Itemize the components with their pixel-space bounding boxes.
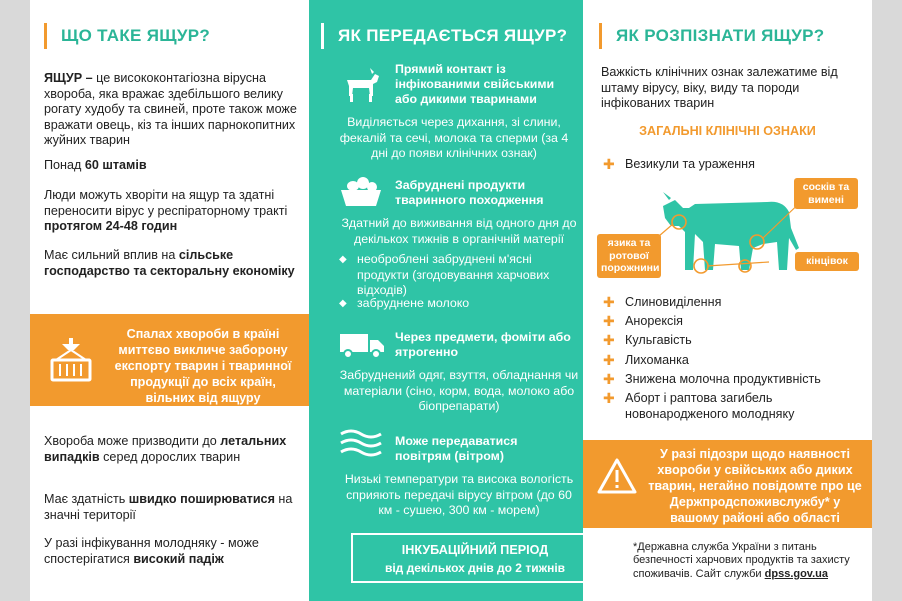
- item2-bullet-2: [339, 296, 569, 312]
- intro-text: це висококонтагіозна вірусна хвороба, яка вражає здебільшого велику рогату худобу та свиней, проте також може вражати овець, кіз та інших парнокопитних жуйних тварин: [44, 71, 297, 147]
- heading-accent-bar: [321, 23, 324, 49]
- column-recognition: [583, 0, 872, 601]
- label-limbs: кінцівок: [795, 252, 859, 271]
- strains-pre: Понад: [44, 158, 85, 172]
- column-transmission: [309, 0, 583, 601]
- deaths-paragraph: [44, 434, 302, 465]
- sign-vesicles: [603, 157, 755, 173]
- item3-title: Через предмети, фоміти або ятрогенно: [395, 330, 571, 359]
- heading-transmission: [321, 22, 567, 50]
- sign-item-1: [603, 295, 721, 311]
- spread-text: Має здатність: [44, 492, 129, 506]
- incubation-box: [351, 533, 599, 583]
- people-text: Люди можуть хворіти на ящур та здатні переносити вірус у респіраторному тракті: [44, 188, 288, 218]
- heading-accent-bar: [599, 23, 602, 49]
- people-paragraph: [44, 188, 302, 235]
- sign-item-2: [603, 314, 683, 330]
- item2-bullet-1: [339, 252, 569, 299]
- young-bold: високий падіж: [133, 551, 224, 566]
- strains-bold: 60 штамів: [84, 158, 147, 172]
- bullet-text: необроблені забруднені м'ясні продукти (згодовування харчових відходів): [357, 252, 550, 297]
- sign-text: Аборт і раптова загибель новонародженого молодняку: [625, 391, 795, 421]
- spread-paragraph: [44, 492, 302, 523]
- deaths-bold: летальних випадків: [44, 434, 287, 464]
- plus-icon: ✚: [603, 371, 615, 387]
- heading-text: ЯК ПЕРЕДАЄТЬСЯ ЯЩУР?: [338, 26, 568, 45]
- spread-tail: на значні території: [44, 492, 293, 522]
- sign-text: Везикули та ураження: [625, 157, 755, 171]
- footnote: [633, 541, 863, 581]
- column-what-is: [30, 0, 309, 601]
- spread-bold: швидко поширюватися: [128, 492, 275, 506]
- plus-icon: ✚: [603, 390, 615, 406]
- young-paragraph: [44, 536, 302, 567]
- item1-text: Виділяється через дихання, зі слини, фекалій та сечі, молока та сперми (за 4 дні до появи клінічних ознак): [339, 115, 569, 160]
- food-basket-icon: [339, 174, 383, 215]
- item3-text: Забруднений одяг, взуття, обладнання чи матеріали (сіно, корм, вода, молоко або біопрепарати): [339, 368, 579, 413]
- bullet-text: забруднене молоко: [357, 296, 470, 310]
- impact-bold: сільське господарство та секторальну економіку: [44, 248, 295, 278]
- item1-title: Прямий контакт із інфікованими свійськими або дикими тваринами: [395, 62, 555, 106]
- heading-text: ЩО ТАКЕ ЯЩУР?: [61, 26, 211, 45]
- clinical-signs-subheading: ЗАГАЛЬНІ КЛІНІЧНІ ОЗНАКИ: [639, 124, 816, 138]
- heading-recognition: [599, 22, 824, 50]
- wind-icon: [339, 426, 385, 465]
- sign-text: Лихоманка: [625, 353, 689, 367]
- sign-text: Анорексія: [625, 314, 683, 328]
- infographic-page: [30, 0, 872, 601]
- heading-what-is: [44, 22, 210, 50]
- sign-text: Знижена молочна продуктивність: [625, 372, 821, 386]
- plus-icon: ✚: [603, 294, 615, 310]
- warning-icon: [597, 458, 637, 499]
- warning-text: У разі підозри щодо наявності хвороби у свійських або диких тварин, негайно повідомте про це Держпродспоживслужбу* у вашому районі або області: [648, 447, 862, 525]
- deaths-text: Хвороба може призводити до: [44, 434, 221, 448]
- intro-bold: ЯЩУР –: [44, 71, 93, 85]
- plus-icon: ✚: [603, 156, 615, 172]
- incubation-title: ІНКУБАЦІЙНИЙ ПЕРІОД: [401, 543, 549, 557]
- sign-text: Слиновиділення: [625, 295, 722, 309]
- people-bold: протягом 24-48 годин: [44, 219, 178, 233]
- diamond-bullet-icon: ◆: [339, 298, 347, 309]
- label-mouth: язика та ротової порожнини: [597, 234, 661, 278]
- impact-text: Має сильний вплив на: [44, 248, 179, 262]
- container-crane-icon: [48, 336, 94, 389]
- item4-title: Може передаватися повітрям (вітром): [395, 434, 518, 463]
- dpss-website-link[interactable]: dpss.gov.ua: [764, 567, 829, 580]
- sign-item-3: [603, 333, 692, 349]
- plus-icon: ✚: [603, 332, 615, 348]
- sign-item-5: [603, 372, 821, 388]
- warning-box: [583, 440, 872, 528]
- plus-icon: ✚: [603, 313, 615, 329]
- incubation-text: від декількох днів до 2 тижнів: [384, 561, 566, 575]
- heading-accent-bar: [44, 23, 47, 49]
- recognition-intro: Важкість клінічних ознак залежатиме від штаму вірусу, віку, виду та породи інфікованих тварин: [601, 65, 838, 110]
- sign-item-4: [603, 353, 689, 369]
- item4-text: Низькі температури та висока вологість сприяють передачі вірусу вітром (до 60 км - сушею, 300 км - морем): [344, 472, 574, 517]
- deaths-tail: серед дорослих тварин: [99, 449, 241, 464]
- truck-icon: [339, 332, 385, 365]
- sign-item-6: [603, 391, 843, 422]
- plus-icon: ✚: [603, 352, 615, 368]
- strains-paragraph: [44, 158, 302, 174]
- item2-title: Забруднені продукти тваринного походження: [395, 178, 544, 207]
- young-text: У разі інфікування молодняку - може спостерігатися: [44, 536, 259, 566]
- sign-text: Кульгавість: [625, 333, 692, 347]
- export-ban-box: [30, 314, 309, 406]
- impact-paragraph: [44, 248, 302, 279]
- footnote-text: *Державна служба України з питань безпечності харчових продуктів та захисту споживачів. Сайт служби: [633, 541, 850, 580]
- item2-text: Здатний до виживання від одного дня до декількох тижнів в органічній матерії: [341, 216, 577, 246]
- intro-paragraph: [44, 71, 302, 149]
- goat-icon: [341, 66, 381, 109]
- label-teats: сосків та вимені: [794, 178, 858, 209]
- heading-text: ЯК РОЗПІЗНАТИ ЯЩУР?: [616, 26, 825, 45]
- export-ban-text: Спалах хвороби в країні миттєво викличе заборону експорту тварин і тваринної продукції до всіх країн, вільних від ящуру: [114, 327, 292, 405]
- diamond-bullet-icon: ◆: [339, 254, 347, 265]
